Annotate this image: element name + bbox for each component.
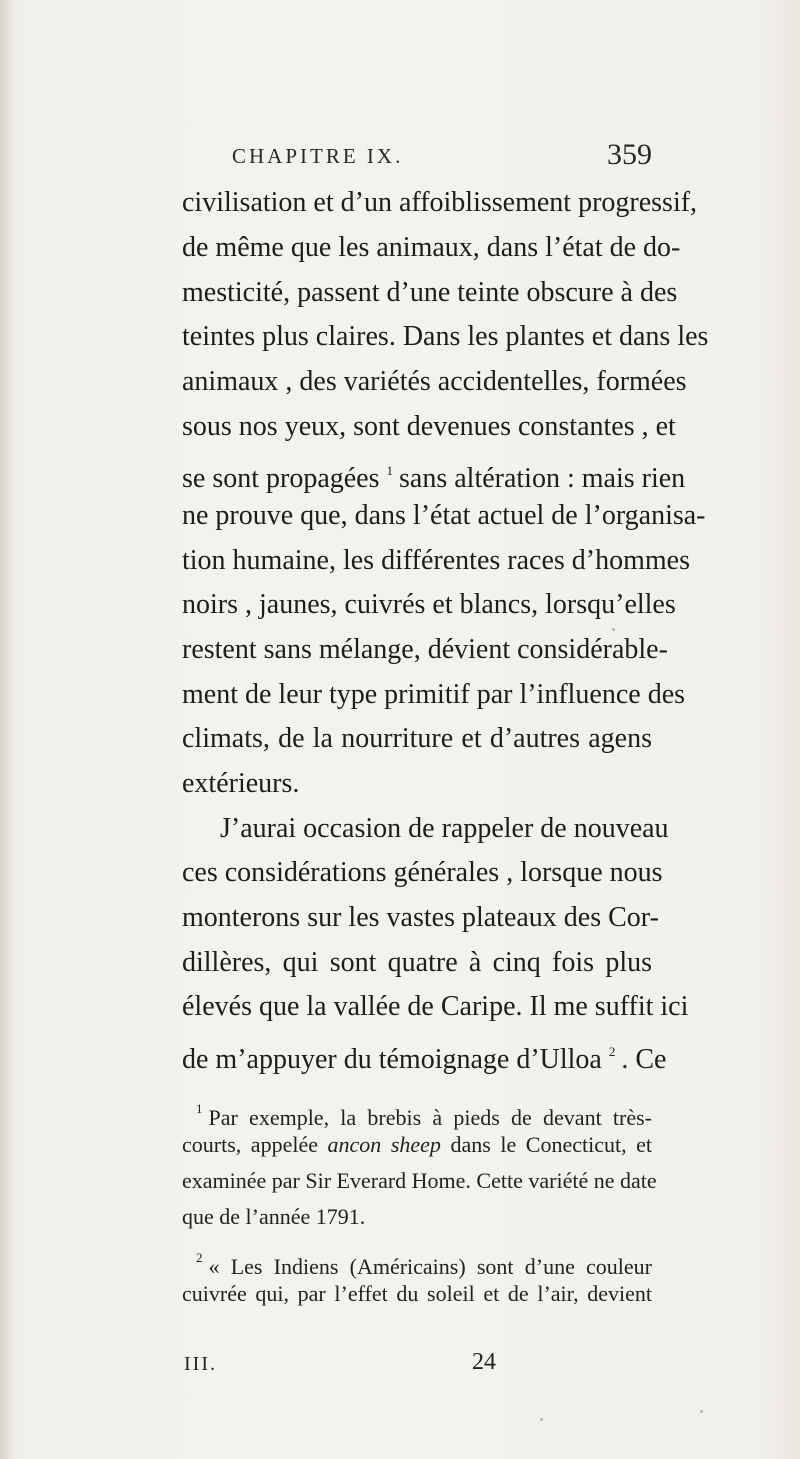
text-line: dillères, qui sont quatre à cinq fois plus (182, 947, 652, 978)
text-line: ces considérations générales , lorsque nous (182, 857, 663, 888)
sheet-signature: 24 (472, 1349, 496, 1375)
text-line: sous nos yeux, sont devenues constantes , et (182, 411, 676, 442)
page-number: 359 (607, 138, 652, 171)
text-line: civilisation et d’un affoiblissement progressif, (182, 187, 698, 218)
footnote-ref: 1 (386, 463, 394, 478)
text-fragment: . Ce (621, 1044, 667, 1075)
text-line: mesticité, passent d’une teinte obscure à des (182, 277, 678, 308)
text-fragment: courts, appelée (182, 1132, 318, 1157)
text-fragment: Par exemple, la brebis à pieds de devant très- (208, 1105, 652, 1130)
text-fragment: sans altération : mais rien (399, 463, 686, 494)
paper-speck (700, 1410, 703, 1413)
text-fragment: « Les Indiens (Américains) sont d’une couleur (208, 1254, 652, 1279)
text-line: élevés que la vallée de Caripe. Il me suffit ici (182, 991, 689, 1022)
binding-shadow (0, 0, 14, 1459)
footnote-line: que de l’année 1791. (182, 1204, 366, 1229)
paper-speck (612, 628, 615, 631)
footnote-line: cuivrée qui, par l’effet du soleil et de l’air, devient (182, 1281, 652, 1306)
footnote-line (196, 1096, 652, 1131)
text-line: restent sans mélange, dévient considérable- (182, 634, 668, 665)
text-line: J’aurai occasion de rappeler de nouveau (220, 813, 669, 844)
text-line (182, 1036, 667, 1076)
footnote-line (196, 1245, 652, 1280)
paper-speck (540, 1418, 543, 1421)
footnote-ref: 2 (608, 1044, 616, 1059)
footnote-line (182, 1132, 652, 1158)
text-line: extérieurs. (182, 768, 300, 799)
footnote-line: examinée par Sir Everard Home. Cette variété ne date (182, 1168, 657, 1193)
text-line: noirs , jaunes, cuivrés et blancs, lorsqu’elles (182, 589, 676, 620)
text-fragment: de m’appuyer du témoignage d’Ulloa (182, 1044, 602, 1075)
footnote-mark: 1 (196, 1101, 203, 1116)
text-line: teintes plus claires. Dans les plantes et dans les (182, 321, 709, 352)
italic-term: ancon sheep (327, 1132, 441, 1157)
text-line: ment de leur type primitif par l’influence des (182, 679, 686, 710)
running-head: CHAPITRE IX. (232, 144, 404, 168)
text-line: de même que les animaux, dans l’état de do- (182, 232, 681, 263)
text-fragment: dans le Conecticut, et (450, 1132, 653, 1157)
text-line: ne prouve que, dans l’état actuel de l’organisa- (182, 500, 706, 531)
text-line: climats, de la nourriture et d’autres agens (182, 723, 652, 754)
text-line: tion humaine, les différentes races d’hommes (182, 545, 690, 576)
text-line: monterons sur les vastes plateaux des Cor- (182, 902, 659, 933)
text-line (182, 455, 686, 495)
page-header (232, 138, 652, 180)
text-fragment: se sont propagées (182, 463, 380, 494)
volume-signature: III. (184, 1353, 217, 1375)
footnote-mark: 2 (196, 1250, 203, 1265)
text-line: animaux , des variétés accidentelles, formées (182, 366, 687, 397)
